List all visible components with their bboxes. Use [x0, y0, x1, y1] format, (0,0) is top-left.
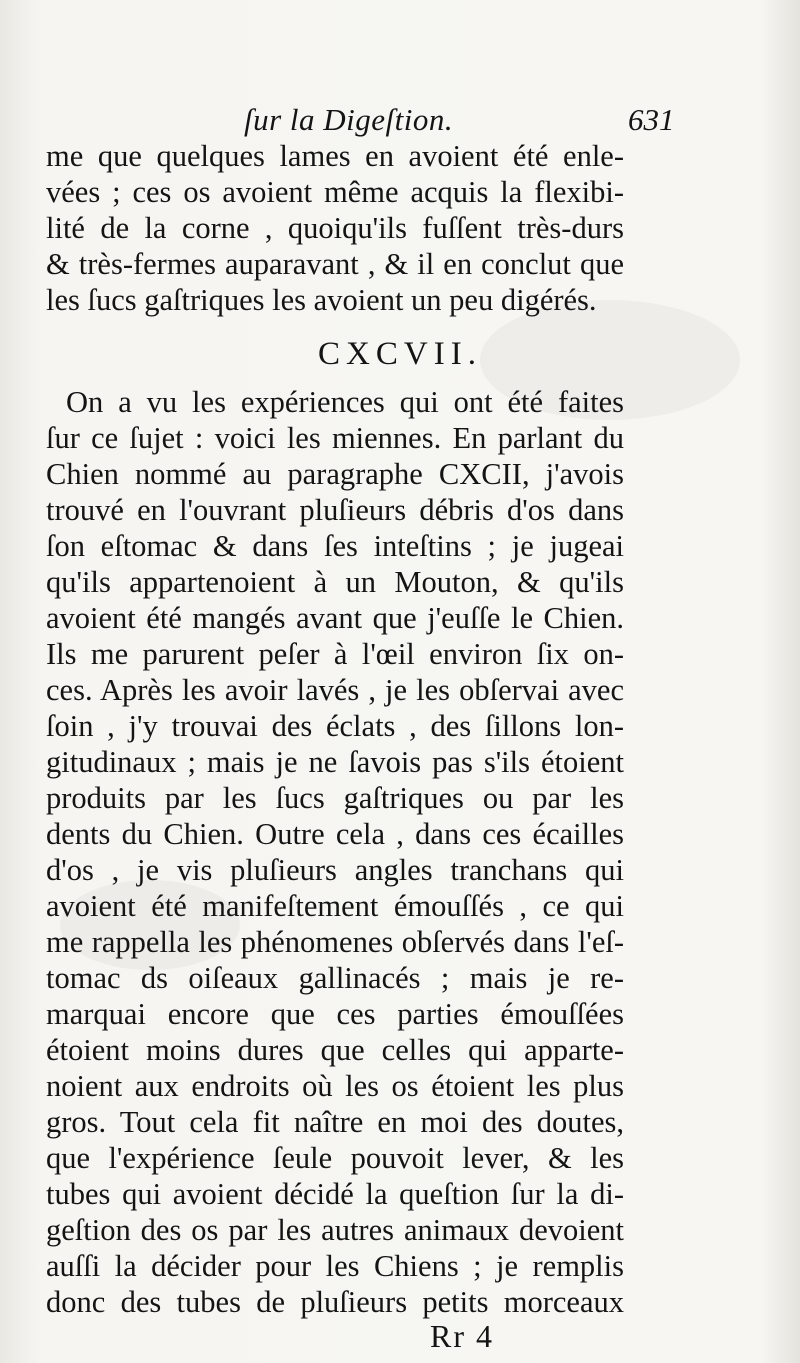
text-line: lité de la corne , quoiqu'ils fuſſent très-durs — [46, 211, 624, 245]
text-line: vées ; ces os avoient même acquis la flexibi- — [46, 175, 624, 209]
text-line: ces. Après les avoir lavés , je les obſervai avec — [46, 673, 624, 707]
text-line: tomac ds oiſeaux gallinacés ; mais je re- — [46, 961, 624, 995]
text-line: trouvé en l'ouvrant pluſieurs débris d'os dans — [46, 493, 624, 527]
text-line: ſoin , j'y trouvai des éclats , des ſillons lon- — [46, 709, 624, 743]
section-heading: CXCVII. — [318, 336, 482, 372]
text-line: qu'ils appartenoient à un Mouton, & qu'ils — [46, 565, 624, 599]
text-line: tubes qui avoient décidé la queſtion ſur la di- — [46, 1177, 624, 1211]
running-title: ſur la Digeſtion. — [244, 102, 454, 137]
text-line: les ſucs gaſtriques les avoient un peu digérés. — [46, 283, 597, 317]
text-line: Chien nommé au paragraphe CXCII, j'avois — [46, 457, 624, 491]
text-line: ſon eſtomac & dans ſes inteſtins ; je jugeai — [46, 529, 624, 563]
text-line: dents du Chien. Outre cela , dans ces écailles — [46, 817, 624, 851]
text-line: d'os , je vis pluſieurs angles tranchans qui — [46, 853, 624, 887]
text-line: donc des tubes de pluſieurs petits morceaux — [46, 1285, 624, 1319]
text-line: produits par les ſucs gaſtriques ou par les — [46, 781, 624, 815]
text-line: marquai encore que ces parties émouſſées — [46, 997, 624, 1031]
text-line: On a vu les expériences qui ont été faites — [66, 385, 624, 419]
text-line: que l'expérience ſeule pouvoit lever, & les — [46, 1141, 624, 1175]
page-number: 631 — [628, 102, 675, 137]
text-line: geſtion des os par les autres animaux devoient — [46, 1213, 624, 1247]
running-header — [0, 102, 800, 142]
text-line: gros. Tout cela fit naître en moi des doutes, — [46, 1105, 624, 1139]
text-line: noient aux endroits où les os étoient les plus — [46, 1069, 624, 1103]
text-line: me que quelques lames en avoient été enle- — [46, 139, 624, 173]
text-line: Ils me parurent peſer à l'œil environ ſix on- — [46, 637, 624, 671]
text-line: me rappella les phénomenes obſervés dans l'eſ- — [46, 925, 624, 959]
text-line: avoient été manifeſtement émouſſés , ce qui — [46, 889, 624, 923]
text-line: gitudinaux ; mais je ne ſavois pas s'ils étoient — [46, 745, 624, 779]
text-line: ſur ce ſujet : voici les miennes. En parlant du — [46, 421, 624, 455]
signature-mark: Rr 4 — [430, 1318, 494, 1354]
text-line: & très-fermes auparavant , & il en conclut que — [46, 247, 624, 281]
text-line: avoient été mangés avant que j'euſſe le Chien. — [46, 601, 624, 635]
text-line: auſſi la décider pour les Chiens ; je remplis — [46, 1249, 624, 1283]
text-line: étoient moins dures que celles qui apparte- — [46, 1033, 624, 1067]
